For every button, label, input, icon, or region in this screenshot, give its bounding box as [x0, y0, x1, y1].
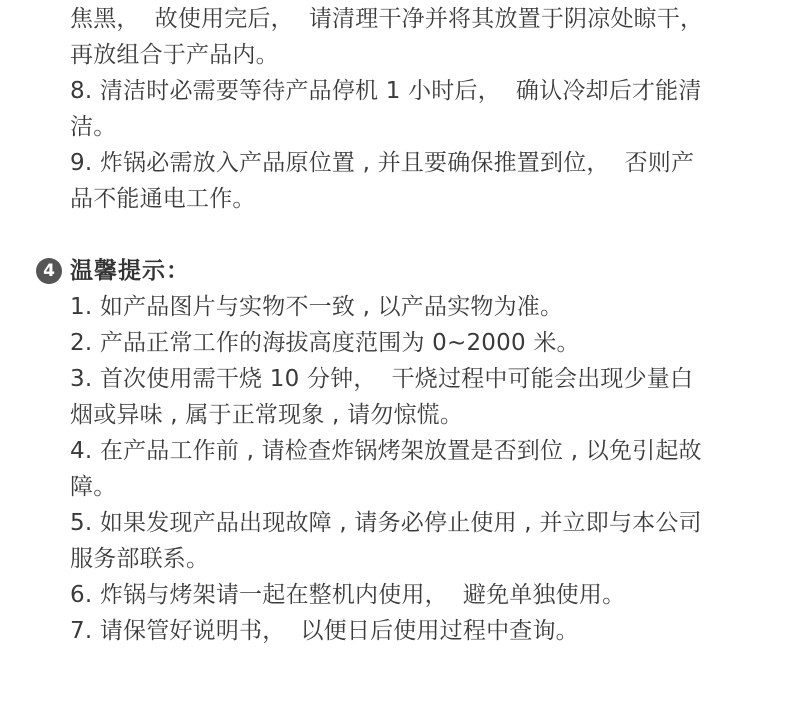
- tip-item-7: 7. 请保管好说明书， 以便日后使用过程中查询。: [70, 618, 579, 644]
- tips-section-header: [36, 253, 190, 289]
- section-number-badge: 4: [36, 258, 62, 284]
- tip-item-2: 2. 产品正常工作的海拔高度范围为 0~2000 米。: [70, 330, 580, 356]
- care-item-8: 8. 清洁时必需要等待产品停机 1 小时后， 确认冷却后才能清 洁。: [70, 78, 702, 140]
- care-item-continued: 焦黑， 故使用完后， 请清理干净并将其放置于阴凉处晾干， 再放组合于产品内。: [70, 6, 704, 68]
- care-item-9: 9. 炸锅必需放入产品原位置 , 并且要确保推置到位， 否则产 品不能通电工作。: [70, 150, 695, 212]
- tip-item-4: 4. 在产品工作前 , 请检查炸锅烤架放置是否到位 , 以免引起故 障。: [70, 438, 702, 500]
- tip-item-1: 1. 如产品图片与实物不一致 , 以产品实物为准。: [70, 294, 564, 320]
- tip-item-3: 3. 首次使用需干烧 10 分钟， 干烧过程中可能会出现少量白 烟或异味 , 属于正常现象 , 请勿惊慌。: [70, 366, 694, 428]
- tips-section-title: 温馨提示：: [70, 258, 190, 284]
- tip-item-6: 6. 炸锅与烤架请一起在整机内使用， 避免单独使用。: [70, 582, 626, 608]
- tip-item-5: 5. 如果发现产品出现故障 , 请务必停止使用 , 并立即与本公司 服务部联系。: [70, 510, 702, 572]
